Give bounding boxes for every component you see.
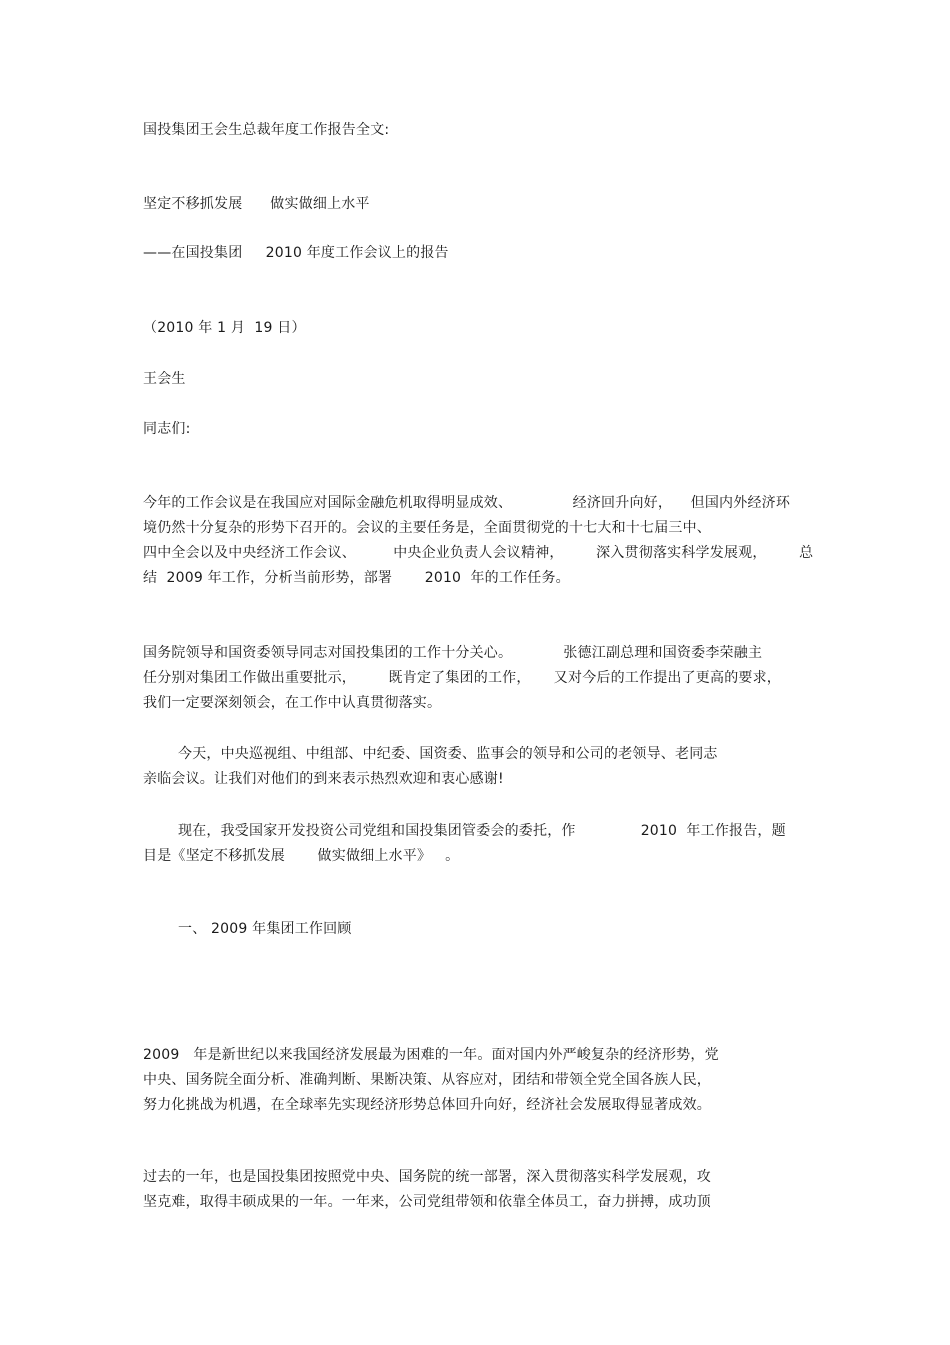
report-title: 坚定不移抓发展 做实做细上水平 — [143, 196, 370, 212]
section-heading: 一、 2009 年集团工作回顾 — [178, 921, 352, 937]
paragraph-line: 我们一定要深刻领会，在工作中认真贯彻落实。 — [143, 695, 442, 711]
paragraph-line: 努力化挑战为机遇，在全球率先实现经济形势总体回升向好，经济社会发展取得显著成效。 — [143, 1097, 711, 1113]
paragraph-line: 任分别对集团工作做出重要批示， 既肯定了集团的工作， 又对今后的工作提出了更高的要求， — [143, 670, 781, 686]
paragraph-line: 今年的工作会议是在我国应对国际金融危机取得明显成效、 经济回升向好， 但国内外经济环 — [143, 495, 791, 511]
paragraph-line: 结 2009 年工作，分析当前形势，部署 2010 年的工作任务。 — [143, 570, 570, 586]
paragraph-line: 目是《坚定不移抓发展 做实做细上水平》 。 — [143, 848, 460, 864]
paragraph-line: 亲临会议。让我们对他们的到来表示热烈欢迎和衷心感谢! — [143, 771, 504, 787]
paragraph-line: 现在，我受国家开发投资公司党组和国投集团管委会的委托，作 2010 年工作报告，题 — [178, 823, 786, 839]
paragraph-line: 中央、国务院全面分析、准确判断、果断决策、从容应对，团结和带领全党全国各族人民， — [143, 1072, 711, 1088]
report-subtitle: ——在国投集团 2010 年度工作会议上的报告 — [143, 245, 449, 261]
paragraph-line: 四中全会以及中央经济工作会议、 中央企业负责人会议精神， 深入贯彻落实科学发展观， 总 — [143, 545, 814, 561]
paragraph-line: 2009 年是新世纪以来我国经济发展最为困难的一年。面对国内外严峻复杂的经济形势，党 — [143, 1047, 719, 1063]
paragraph-line: 坚克难，取得丰硕成果的一年。一年来，公司党组带领和依靠全体员工，奋力拼搏，成功顶 — [143, 1194, 711, 1210]
paragraph-line: 今天，中央巡视组、中组部、中纪委、国资委、监事会的领导和公司的老领导、老同志 — [178, 746, 718, 762]
author-name: 王会生 — [143, 371, 186, 387]
report-date: （2010 年 1 月 19 日） — [143, 320, 306, 336]
paragraph-line: 过去的一年，也是国投集团按照党中央、国务院的统一部署，深入贯彻落实科学发展观，攻 — [143, 1169, 711, 1185]
header-title: 国投集团王会生总裁年度工作报告全文: — [143, 122, 390, 138]
paragraph-line: 国务院领导和国资委领导同志对国投集团的工作十分关心。 张德江副总理和国资委李荣融主 — [143, 645, 763, 661]
salutation: 同志们: — [143, 421, 191, 437]
paragraph-line: 境仍然十分复杂的形势下召开的。会议的主要任务是，全面贯彻党的十七大和十七届三中、 — [143, 520, 711, 536]
